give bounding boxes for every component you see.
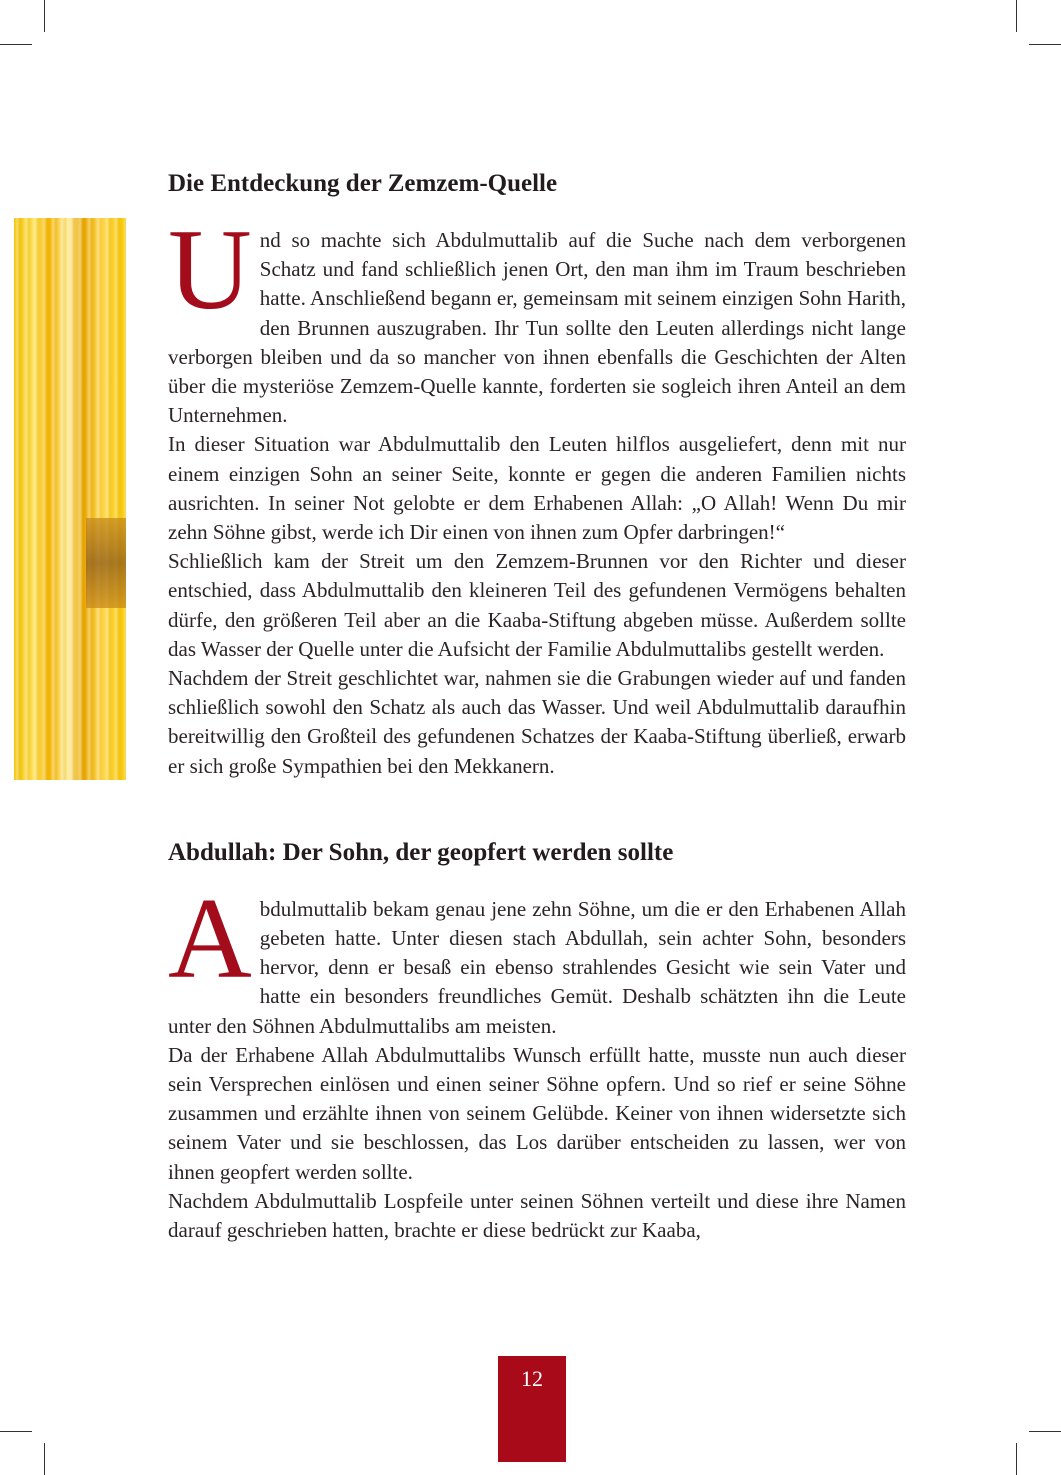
page-content bbox=[168, 164, 906, 1297]
paragraph-text: nd so machte sich Abdulmuttalib auf die Suche nach dem verborgenen Schatz und fand schließlich jenen Ort, den man ihm im Traum beschrieben hatte. Anschließend begann er, gemeinsam mit seinem einzigen Sohn Harith, den Brunnen auszugraben. Ihr Tun sollte den Leuten allerdings nicht lange verborgen bleiben und da so mancher von ihnen ebenfalls die Geschichten der Alten über die mysteriöse Zemzem-Quelle kannte, forderten sie sogleich ihren Anteil an dem Unternehmen. bbox=[168, 228, 906, 428]
drop-cap: A bbox=[168, 874, 252, 1003]
crop-mark-bottom-right-h bbox=[1029, 1431, 1061, 1432]
crop-mark-bottom-left-v bbox=[44, 1443, 45, 1475]
paragraph: Nachdem der Streit geschlichtet war, nahmen sie die Grabungen wieder auf und fanden schließlich sowohl den Schatz als auch das Wasser. Und weil Abdulmuttalib daraufhin bereitwillig den Großteil des gefundenen Schatzes der Kaaba-Stiftung überließ, erwarb er sich große Sympathien bei den Mekkanern. bbox=[168, 666, 906, 778]
section-heading: Die Entdeckung der Zemzem-Quelle bbox=[168, 170, 558, 197]
crop-mark-top-left-v bbox=[44, 0, 45, 32]
crop-mark-top-left-h bbox=[0, 44, 32, 45]
decorative-band bbox=[86, 518, 126, 608]
crop-mark-bottom-right-v bbox=[1016, 1443, 1017, 1475]
crop-mark-bottom-left-h bbox=[0, 1431, 32, 1432]
drop-cap: U bbox=[168, 206, 252, 334]
paragraph bbox=[168, 206, 906, 430]
paragraph: In dieser Situation war Abdulmuttalib den Leuten hilflos ausgeliefert, denn mit nur einem einzigen Sohn an seiner Seite, konnte er gegen die anderen Familien nichts ausrichten. In seiner Not gelobte er dem Erhabenen Allah: „O Allah! Wenn Du mir zehn Söhne gibst, werde ich Dir einen von ihnen zum Opfer darbringen!“ bbox=[168, 432, 906, 545]
crop-mark-top-right-h bbox=[1029, 44, 1061, 45]
page-number-box bbox=[498, 1356, 566, 1462]
section-zemzem bbox=[168, 164, 906, 781]
section-heading: Abdullah: Der Sohn, der geopfert werden sollte bbox=[168, 838, 674, 866]
paragraph: Nachdem Abdulmuttalib Lospfeile unter seinen Söhnen verteilt und diese ihre Namen darauf geschrieben hatten, brachte er diese bedrückt zur Kaaba, bbox=[168, 1188, 906, 1243]
paragraph: Da der Erhabene Allah Abdulmuttalibs Wunsch erfüllt hatte, musste nun auch dieser sein Versprechen einlösen und einen seiner Söhne opfern. Und so rief er seine Söhne zusammen und erzählte ihnen von seinem Gelübde. Keiner von ihnen widersetzte sich seinem Vater und sie beschlossen, das Los darüber entscheiden zu lassen, wer von ihnen geopfert werden sollte. bbox=[168, 1042, 906, 1184]
page-number: 12 bbox=[521, 1366, 543, 1391]
section-abdullah bbox=[168, 833, 906, 1245]
paragraph: Schließlich kam der Streit um den Zemzem-Brunnen vor den Richter und dieser entschied, dass Abdulmuttalib den kleineren Teil des gefundenen Vermögens behalten dürfe, den größeren Teil aber an die Kaaba-Stiftung abgeben müsse. Außerdem sollte das Wasser der Quelle unter die Aufsicht der Familie Abdulmuttalibs gestellt werden. bbox=[168, 549, 906, 661]
paragraph-text: bdulmuttalib bekam genau jene zehn Söhne, um die er den Erhabenen Allah gebeten hatte. Unter diesen stach Abdullah, sein achter Sohn, besonders hervor, denn er besaß ein ebenso strahlendes Gesicht wie sein Vater und hatte ein besonders freundliches Gemüt. Deshalb schätzten ihn die Leute unter den Söhnen Abdulmuttalibs am meisten. bbox=[168, 896, 906, 1038]
paragraph bbox=[168, 874, 906, 1041]
decorative-gold-strip bbox=[14, 218, 126, 780]
crop-mark-top-right-v bbox=[1016, 0, 1017, 32]
